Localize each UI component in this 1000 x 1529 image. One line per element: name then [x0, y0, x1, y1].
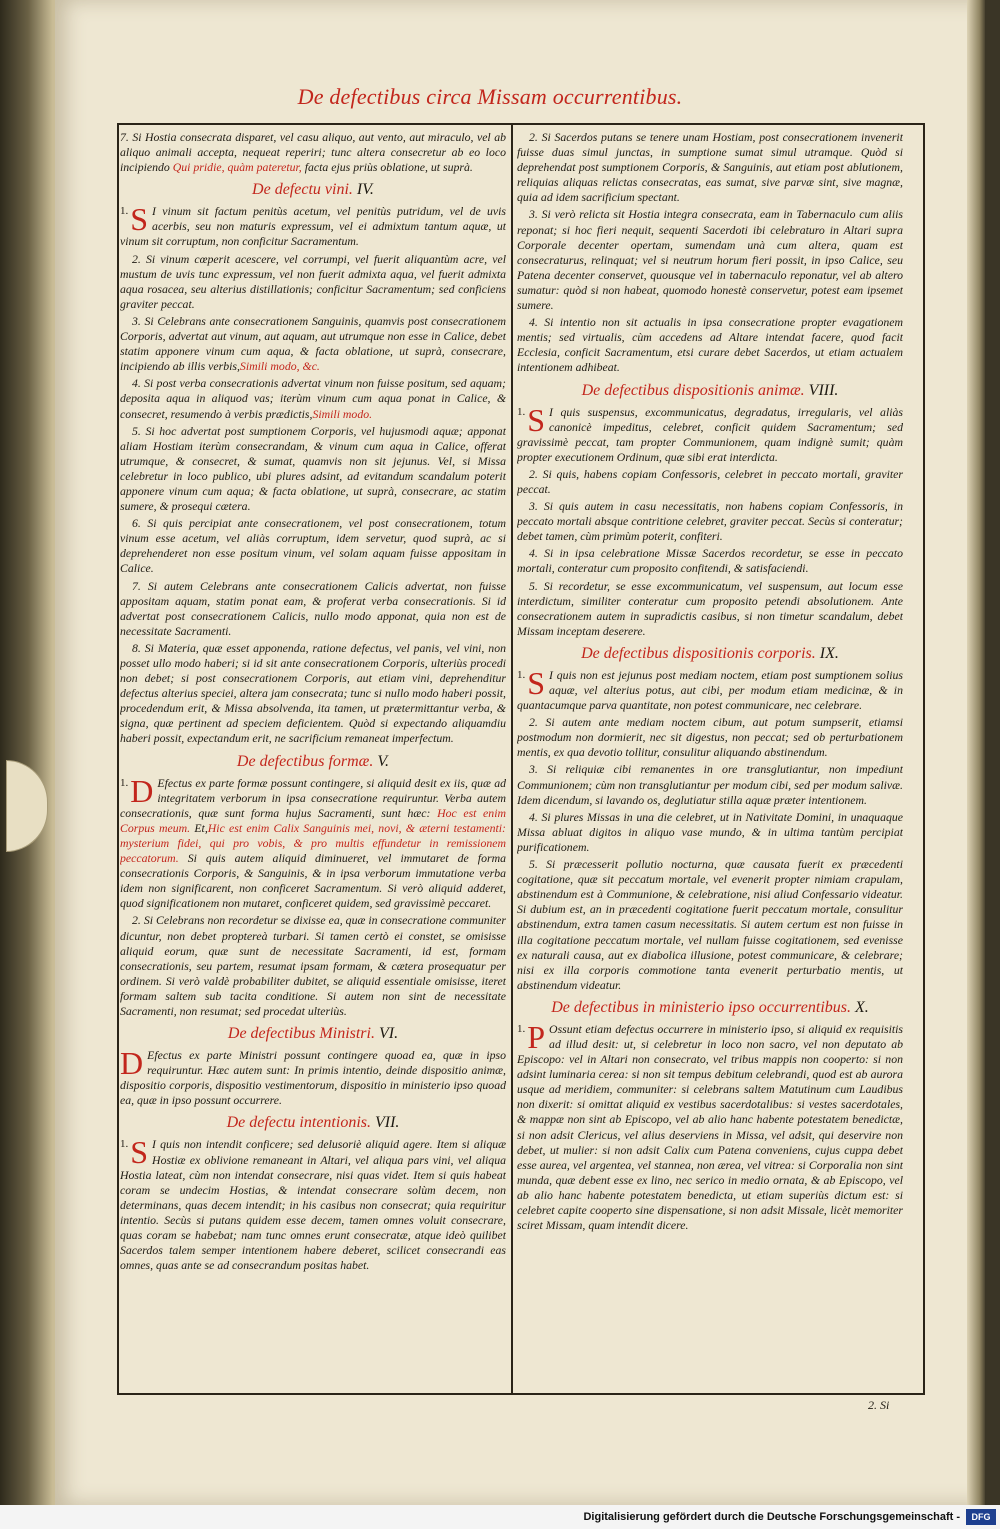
corporis-paragraph-5: 5. Si præcesserit pollutio nocturna, quæ causata fuerit ex præcedenti cogitatione, quæ sit peccatum mortale, vel evenerit propter nimiam crapulam, abstinendum est à Communione, & celebratione, nisi aliud Confessario videatur. Si dubium est, an in præcedenti cogitatione fuerit peccatum mortale, consulitur abstinendum, extra tamen casum necessitatis. Si autem certum est non fuisse in illa cogitatione peccatum mortale, vel nullam fuisse cogitationem, sed evenisse ex naturali causa, aut ex diabolica illusione, potest communicare, & celebrare; nisi ex illa corporis commotione tanta evenerit perturbatio mentis, ut abstinendum videatur.: [517, 857, 903, 992]
heading-defectibus-ministri: De defectibus Ministri. VI.: [227, 1025, 399, 1043]
heading-defectibus-formae: De defectibus formæ. V.: [236, 752, 390, 770]
formae-paragraph-1: 1. D Efectus ex parte formæ possunt contingere, si aliquid desit ex iis, quæ ad integritatem verborum in ipsa consecratione requiruntur. Verba autem consecrationis, quæ sunt forma hujus Sacramenti, sunt hæc: Hoc est enim Corpus meum. Et,Hic est enim Calix Sanguinis mei, novi, & æterni testamenti: mysterium fidei, qui pro vobis, & pro multis effundetur in remissionem peccatorum. Si quis autem aliquid diminueret, vel immutaret de forma consecrationis Corporis, & Sanguinis, & in ipsa verborum immutatione verba idem non significarent, non conficeret Sacramentum. Si verò aliquid adderet, quod significationem non mutaret, conficeret quidem, sed gravissimè peccaret.: [120, 772, 506, 911]
running-head: De defectibus circa Missam occurrentibus.: [297, 84, 683, 109]
heading-defectu-intentionis: De defectu intentionis. VII.: [226, 1114, 400, 1132]
ministerio-paragraph-1: 1. P Ossunt etiam defectus occurrere in ministerio ipso, si aliquid ex requisitis ad illud desit: ut, si celebretur in loco non sacro, vel non deputato ab Episcopo: vel in Altari non consecrato, vel tribus mappis non cooperto: si non adsint luminaria cerea: si non sit tempus debitum celebrandi, quod est ab aurora usque ad meridiem, communiter: si celebrans saltem Matutinum cum Laudibus non dixerit: si omittat aliquid ex vestibus sacerdotalibus: si vestes sacerdotales, & mappæ non sint ab Episcopo, vel ab alio hanc habente potestatem benedictæ, si non adsit Clericus, vel alius deserviens in Missa, vel adsit, qui deservire non debet, ut mulier: si non adsit Calix cum Patena conveniens, cujus cuppa debet esse aurea, vel argentea, vel stannea, non ærea, vel vitrea: si Corporalia non sint munda, quæ debent esse ex lino, nec serico in medio ornata, & ab Episcopo, vel ab alio hanc habente potestatem benedicta, ut etiam superiùs dictum est: si celebret capite cooperto sine dispensatione, si non adsit Missale, licèt memoriter sciret Missam, quam intendit dicere.: [517, 1018, 903, 1233]
digitization-footer: [0, 1505, 1000, 1529]
corporis-paragraph-3: 3. Si reliquiæ cibi remanentes in ore transglutiantur, non impediunt Communionem; cùm non transglutiantur per modum cibi, sed per modum salivæ. Idem dicendum, si lavando os, deglutiatur stilla aquæ præter intentionem.: [517, 762, 903, 807]
corporis-paragraph-2: 2. Si autem ante mediam noctem cibum, aut potum sumpserit, etiamsi postmodum non dormierit, nec sit digestus, non peccat; sed ob perturbationem mentis, ex qua devotio tollitur, consulitur aliquando abstinendum.: [517, 715, 903, 760]
formae-paragraph-2: 2. Si Celebrans non recordetur se dixisse ea, quæ in consecratione communiter dicuntur, non debet proptereà turbari. Si tamen certò ei constet, se omisisse aliquid eorum, quæ sunt de necessitate Sacramenti, id est, formam consecrationis, seu partem, resumat ipsam formam, & cætera prosequatur per ordinem. Si verò valdè probabiliter dubitet, se aliquid essentiale omisisse, iteret formam saltem sub tacita conditione. Si autem non sint de necessitate Sacramenti, non resumat; sed procedat ulteriùs.: [120, 913, 506, 1018]
drop-cap-s: S: [527, 664, 546, 701]
vini-paragraph-8: 8. Si Materia, quæ esset apponenda, ratione defectus, vel panis, vel vini, non posset ullo modo haberi; si id sit ante consecrationem Corporis, ulteriùs procedi non debet; si post consecrationem Corporis, aut etiam vini, deprehenditur defectus alterius speciei, altera jam consecrata; tunc si nullo modo haberi possit, procedendum erit, & Missa absolvenda, ita tamen, ut prætermittantur verba, & signa, quæ pertinent ad speciem deficientem. Quòd si expectando aliquamdiu haberi possit, expectandum erit, ne sacrificium remaneat imperfectum.: [120, 640, 506, 746]
ministri-paragraph-1: D Efectus ex parte Ministri possunt contingere quoad ea, quæ in ipso requiruntur. Hæc autem sunt: In primis intentio, deinde dispositio animæ, dispositio corporis, dispositio vestimentorum, dispositio in ministerio ipso quoad ea, quæ in ipso possunt occurrere.: [120, 1045, 506, 1108]
vini-paragraph-2: 2. Si vinum cœperit acescere, vel corrumpi, vel fuerit aliquantùm acre, vel mustum de uvis tunc expressum, vel non fuerit admixta aqua, vel fuerit admixta aqua rosacea, seu alterius distillationis; conficitur Sacramentum; sed conficiens graviter peccat.: [120, 251, 506, 311]
animae-paragraph-1: 1. S I quis suspensus, excommunicatus, degradatus, irregularis, vel aliàs canonicè impeditus, celebret, conficit quidem Sacramentum; sed gravissimè peccat, tam propter Communionem, quam indignè sumit; quàm propter executionem Ordinum, quæ sibi erat interdicta.: [517, 401, 903, 464]
intentionis-paragraph-4: 4. Si intentio non sit actualis in ipsa consecratione propter evagationem mentis; sed virtualis, cùm accedens ad Altare intendat facere, quod facit Ecclesia, conficit Sacramentum, etsi curare debet Sacerdos, ut etiam actualem intentionem adhibeat.: [517, 315, 903, 375]
vini-paragraph-3: 3. Si Celebrans ante consecrationem Sanguinis, quamvis post consecrationem Corporis, advertat aut vinum, aut aquam, aut utrumque non esse in Calice, debet statim apponere vinum cum aqua, & facta oblatione, ut suprà, consecrare, incipiendo ab illis verbis,Simili modo, &c.: [120, 313, 506, 374]
animae-paragraph-2: 2. Si quis, habens copiam Confessoris, celebret in peccato mortali, graviter peccat.: [517, 466, 903, 496]
animae-paragraph-4: 4. Si in ipsa celebratione Missæ Sacerdos recordetur, se esse in peccato mortali, conteratur cum proposito confitendi, & satisfaciendi.: [517, 546, 903, 576]
drop-cap-p: P: [527, 1018, 546, 1055]
intentionis-paragraph-3: 3. Si verò relicta sit Hostia integra consecrata, eam in Tabernaculo cum aliis reponat; si hoc fieri nequit, sequenti Sacerdoti ibi celebraturo in Altari supra Corporale decenter opertam, sumendam unà cum altera, quam est consecraturus, relinquat; vel si neutrum horum fieri possit, in ipso Calice, seu Patena decenter conservet, quousque vel in tabernaculo reponatur, vel ab altero sumatur: quòd si non habeat, quomodo honestè conservetur, potest eam ipsemet sumere.: [517, 207, 903, 313]
catchword: 2. Si: [868, 1398, 890, 1412]
drop-cap-s: S: [130, 1134, 149, 1171]
right-column: [517, 130, 903, 1384]
intentionis-paragraph-2: 2. Si Sacerdos putans se tenere unam Hostiam, post consecrationem invenerit fuisse duas simul junctas, in sumptione sumat simul utramque. Quòd si deprehendat post sumptionem Corporis, & Sanguinis, aut etiam post ablutionem, reliquias aliquas relictas consecratas, eas sumat, sive parvæ sint, sive magnæ, quia ad idem sacrificium spectant.: [517, 130, 903, 205]
vini-paragraph-6: 6. Si quis percipiat ante consecrationem, vel post consecrationem, totum vinum esse acetum, vel aliàs corruptum, idem servetur, quod suprà, ac si deprehenderet non esse positum vinum, vel solam aquam fuisse appositam in Calice.: [120, 516, 506, 576]
heading-defectu-vini: De defectu vini. IV.: [252, 181, 374, 199]
dfg-logo: DFG: [966, 1509, 996, 1525]
page-fore-edge: [967, 0, 985, 1505]
left-column: [120, 130, 506, 1384]
drop-cap-s: S: [130, 201, 149, 238]
vini-paragraph-5: 5. Si hoc advertat post sumptionem Corporis, vel hujusmodi aquæ; apponat aliam Hostiam iterùm consecrandam, & vinum cum aqua in Calice, offerat utrumque, & consecret, & sumat, quamvis non sit jejunus. Vel, si Missa celebretur in loco publico, ubi plures adsint, ad evitandum scandalum poterit apponere vinum cum aqua; & facta oblatione, ut suprà, consecrare, ac statim sumere, & prosequi cætera.: [120, 423, 506, 514]
heading-dispositionis-corporis: De defectibus dispositionis corporis. IX.: [581, 644, 839, 662]
column-rule: [511, 123, 513, 1393]
footer-credit: Digitalisierung gefördert durch die Deutsche Forschungsgemeinschaft -: [583, 1511, 960, 1523]
corporis-paragraph-1: 1. S I quis non est jejunus post mediam noctem, etiam post sumptionem solius aquæ, vel alterius potus, aut cibi, per modum etiam medicinæ, & in quantacumque parva quantitate, non potest communicare, nec celebrare.: [517, 664, 903, 713]
heading-in-ministerio: De defectibus in ministerio ipso occurrentibus. X.: [551, 998, 869, 1016]
animae-paragraph-3: 3. Si quis autem in casu necessitatis, non habens copiam Confessoris, in peccato mortali absque contritione celebret, graviter peccat. Secùs si conteratur; debet tamen, cùm primùm poterit, confiteri.: [517, 499, 903, 544]
vini-paragraph-1: 1. S I vinum sit factum penitùs acetum, vel penitùs putridum, vel de uvis acerbis, seu non maturis expressum, vel ei admixtum tantum aquæ, ut vinum sit corruptum, non conficitur Sacramentum.: [120, 201, 506, 249]
intro-paragraph: 7. Si Hostia consecrata disparet, vel casu aliquo, aut vento, aut miraculo, vel ab aliquo animali accepta, nequeat reperiri; tunc altera consecretur ab eo loco incipiendo Qui pridie, quàm pateretur, facta ejus priùs oblatione, ut suprà.: [120, 130, 506, 175]
intentionis-paragraph-1: 1. S I quis non intendit conficere; sed delusoriè aliquid agere. Item si aliquæ Hostiæ ex oblivione remaneant in Altari, vel aliqua pars vini, vel aliqua Hostia lateat, cùm non intendat consecrare, nisi quas videt. Item si quis habeat coram se undecim Hostias, & intendat consecrare solùm decem, non determinans, quas decem intendit; in his casibus non consecrat; quia requiritur intentio. Secùs si putans quidem esse decem, tamen omnes voluit consecrare, quas coram se habebat; nam tunc omnes erunt consecratæ, atque ideò quilibet Sacerdos talem semper intentionem habere deberet, scilicet consecrandi eas omnes, quas ante se ad consecrandum positas habet.: [120, 1134, 506, 1273]
corporis-paragraph-4: 4. Si plures Missas in una die celebret, ut in Nativitate Domini, in unaquaque Missa abluat digitos in aliquo vase mundo, & in ultima tantùm percipiat purificationem.: [517, 809, 903, 854]
heading-dispositionis-animae: De defectibus dispositionis animæ. VIII.: [581, 381, 839, 399]
vini-paragraph-7: 7. Si autem Celebrans ante consecrationem Calicis advertat, non fuisse appositam aquam, statim ponat eam, & proferat verba consecrationis. Si id advertat post consecrationem Calicis, nullo modo apponat, quia non est de necessitate Sacramenti.: [120, 578, 506, 638]
animae-paragraph-5: 5. Si recordetur, se esse excommunicatum, vel suspensum, aut locum esse interdictum, similiter conteratur cum proposito petendi absolutionem. Ante consecrationem autem in supradictis casibus, si non timetur scandalum, debet Missam inceptam deserere.: [517, 578, 903, 638]
vini-paragraph-4: 4. Si post verba consecrationis advertat vinum non fuisse positum, sed aquam; deposita aqua in aliquod vas; iterùm vinum cum aqua ponat in Calice, & consecret, resumendo à verbis prædictis,Simili modo.: [120, 376, 506, 421]
drop-cap-d: D: [130, 772, 154, 809]
drop-cap-d: D: [120, 1045, 144, 1082]
drop-cap-s: S: [527, 401, 546, 438]
